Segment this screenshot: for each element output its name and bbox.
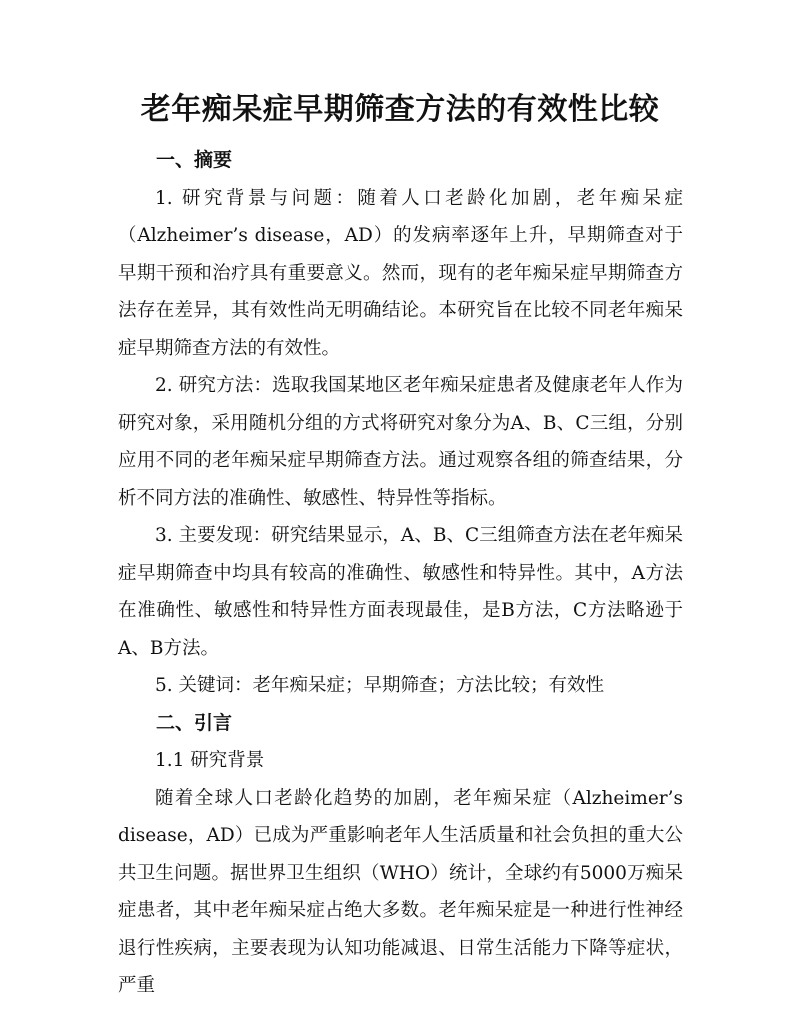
abstract-paragraph-keywords: 5. 关键词：老年痴呆症；早期筛查；方法比较；有效性 — [155, 675, 605, 696]
abstract-paragraph-methods: 2. 研究方法：选取我国某地区老年痴呆症患者及健康老年人作为研究对象，采用随机分组的方式将研究对象分为A、B、C三组，分别应用不同的老年痴呆症早期筛查方法。通过观察各组的筛查结果，分析不同方法的准确性、敏感性、特异性等指标。 — [118, 375, 683, 509]
section-heading-abstract: 一、摘要 — [156, 149, 233, 171]
subsection-heading-background: 1.1 研究背景 — [155, 750, 265, 771]
document-title: 老年痴呆症早期筛查方法的有效性比较 — [140, 92, 660, 127]
section-heading-introduction: 二、引言 — [156, 711, 233, 734]
abstract-paragraph-background: 1. 研究背景与问题：随着人口老龄化加剧，老年痴呆症（Alzheimer’s disease，AD）的发病率逐年上升，早期筛查对于早期干预和治疗具有重要意义。然而，现有的老年痴呆症早期筛查方法存在差异，其有效性尚无明确结论。本研究旨在比较不同老年痴呆症早期筛查方法的有效性。 — [118, 187, 683, 359]
abstract-paragraph-findings: 3. 主要发现：研究结果显示，A、B、C三组筛查方法在老年痴呆症早期筛查中均具有较高的准确性、敏感性和特异性。其中，A方法在准确性、敏感性和特异性方面表现最佳，是B方法，C方法略逊于A、B方法。 — [118, 525, 683, 659]
document-body — [118, 142, 683, 1005]
introduction-paragraph: 随着全球人口老龄化趋势的加剧，老年痴呆症（Alzheimer’s disease，AD）已成为严重影响老年人生活质量和社会负担的重大公共卫生问题。据世界卫生组织（WHO）统计，全球约有5000万痴呆症患者，其中老年痴呆症占绝大多数。老年痴呆症是一种进行性神经退行性疾病，主要表现为认知功能减退、日常生活能力下降等症状，严重 — [118, 787, 683, 996]
